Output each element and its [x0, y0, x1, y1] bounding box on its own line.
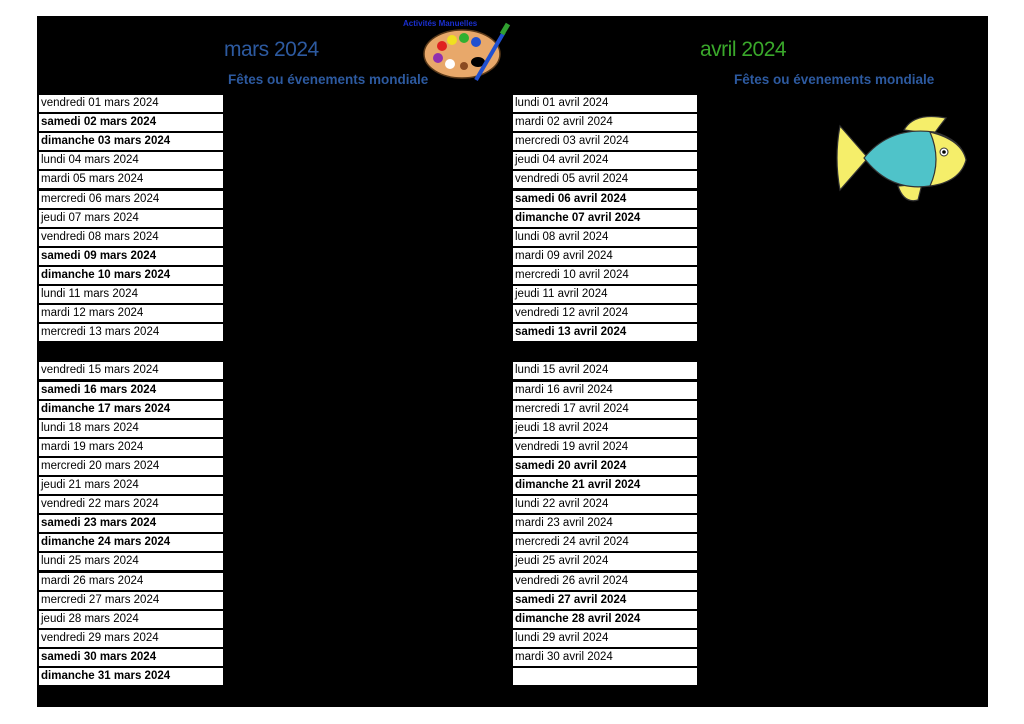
mars-month-title: mars 2024	[224, 38, 319, 61]
mars-day-row: lundi 04 mars 2024	[39, 152, 223, 169]
avril-day-row: lundi 08 avril 2024	[513, 229, 697, 246]
mars-day-row: dimanche 10 mars 2024	[39, 267, 223, 284]
avril-day-row: lundi 29 avril 2024	[513, 630, 697, 647]
avril-day-row: jeudi 25 avril 2024	[513, 553, 697, 570]
mars-day-row: mardi 12 mars 2024	[39, 305, 223, 322]
avril-day-row: vendredi 19 avril 2024	[513, 439, 697, 456]
avril-day-row: dimanche 21 avril 2024	[513, 477, 697, 494]
mars-day-row: dimanche 31 mars 2024	[39, 668, 223, 685]
mars-day-row: jeudi 28 mars 2024	[39, 611, 223, 628]
mars-day-row: vendredi 29 mars 2024	[39, 630, 223, 647]
avril-day-row: samedi 06 avril 2024	[513, 191, 697, 208]
avril-day-row: samedi 20 avril 2024	[513, 458, 697, 475]
avril-day-row: mercredi 03 avril 2024	[513, 133, 697, 150]
avril-day-row: vendredi 12 avril 2024	[513, 305, 697, 322]
mars-day-row: samedi 02 mars 2024	[39, 114, 223, 131]
mars-day-row: vendredi 01 mars 2024	[39, 95, 223, 112]
mars-day-row: lundi 18 mars 2024	[39, 420, 223, 437]
mars-day-row: vendredi 22 mars 2024	[39, 496, 223, 513]
avril-day-row: mardi 23 avril 2024	[513, 515, 697, 532]
avril-day-row: mardi 30 avril 2024	[513, 649, 697, 666]
mars-day-row: mercredi 06 mars 2024	[39, 191, 223, 208]
mars-day-row: vendredi 08 mars 2024	[39, 229, 223, 246]
avril-day-row: mardi 02 avril 2024	[513, 114, 697, 131]
avril-day-row: lundi 22 avril 2024	[513, 496, 697, 513]
mars-day-row: mercredi 27 mars 2024	[39, 592, 223, 609]
mars-day-row: lundi 25 mars 2024	[39, 553, 223, 570]
avril-day-row	[513, 668, 697, 685]
logo-caption: Activités Manuelles	[403, 19, 478, 28]
mars-day-row: mardi 19 mars 2024	[39, 439, 223, 456]
avril-day-row: jeudi 04 avril 2024	[513, 152, 697, 169]
mars-day-row: dimanche 03 mars 2024	[39, 133, 223, 150]
avril-day-row: dimanche 07 avril 2024	[513, 210, 697, 227]
avril-day-row: mercredi 10 avril 2024	[513, 267, 697, 284]
mars-day-row: dimanche 17 mars 2024	[39, 401, 223, 418]
avril-day-row: mercredi 24 avril 2024	[513, 534, 697, 551]
mars-day-row: samedi 09 mars 2024	[39, 248, 223, 265]
avril-day-row: mardi 09 avril 2024	[513, 248, 697, 265]
avril-day-row: jeudi 11 avril 2024	[513, 286, 697, 303]
avril-day-row: jeudi 18 avril 2024	[513, 420, 697, 437]
mars-day-row: jeudi 21 mars 2024	[39, 477, 223, 494]
mars-day-row: mardi 05 mars 2024	[39, 171, 223, 188]
fish-icon	[834, 112, 970, 204]
mars-day-row: dimanche 24 mars 2024	[39, 534, 223, 551]
mars-day-row: mardi 26 mars 2024	[39, 573, 223, 590]
avril-day-row: samedi 27 avril 2024	[513, 592, 697, 609]
mars-day-row: mercredi 13 mars 2024	[39, 324, 223, 341]
mars-events-subtitle: Fêtes ou évenements mondiale	[228, 72, 429, 87]
mars-day-row: vendredi 15 mars 2024	[39, 362, 223, 379]
avril-day-row: samedi 13 avril 2024	[513, 324, 697, 341]
mars-day-row: samedi 16 mars 2024	[39, 382, 223, 399]
avril-day-row: vendredi 26 avril 2024	[513, 573, 697, 590]
avril-day-row: vendredi 05 avril 2024	[513, 171, 697, 188]
avril-day-row: dimanche 28 avril 2024	[513, 611, 697, 628]
mars-day-row: samedi 23 mars 2024	[39, 515, 223, 532]
avril-day-row: mercredi 17 avril 2024	[513, 401, 697, 418]
avril-day-row: mardi 16 avril 2024	[513, 382, 697, 399]
avril-day-row: lundi 15 avril 2024	[513, 362, 697, 379]
avril-events-subtitle: Fêtes ou évenements mondiale	[734, 72, 935, 87]
avril-day-row: lundi 01 avril 2024	[513, 95, 697, 112]
avril-month-title: avril 2024	[700, 38, 787, 61]
mars-day-row: samedi 30 mars 2024	[39, 649, 223, 666]
mars-day-row: lundi 11 mars 2024	[39, 286, 223, 303]
mars-day-row: mercredi 20 mars 2024	[39, 458, 223, 475]
mars-day-row: jeudi 07 mars 2024	[39, 210, 223, 227]
